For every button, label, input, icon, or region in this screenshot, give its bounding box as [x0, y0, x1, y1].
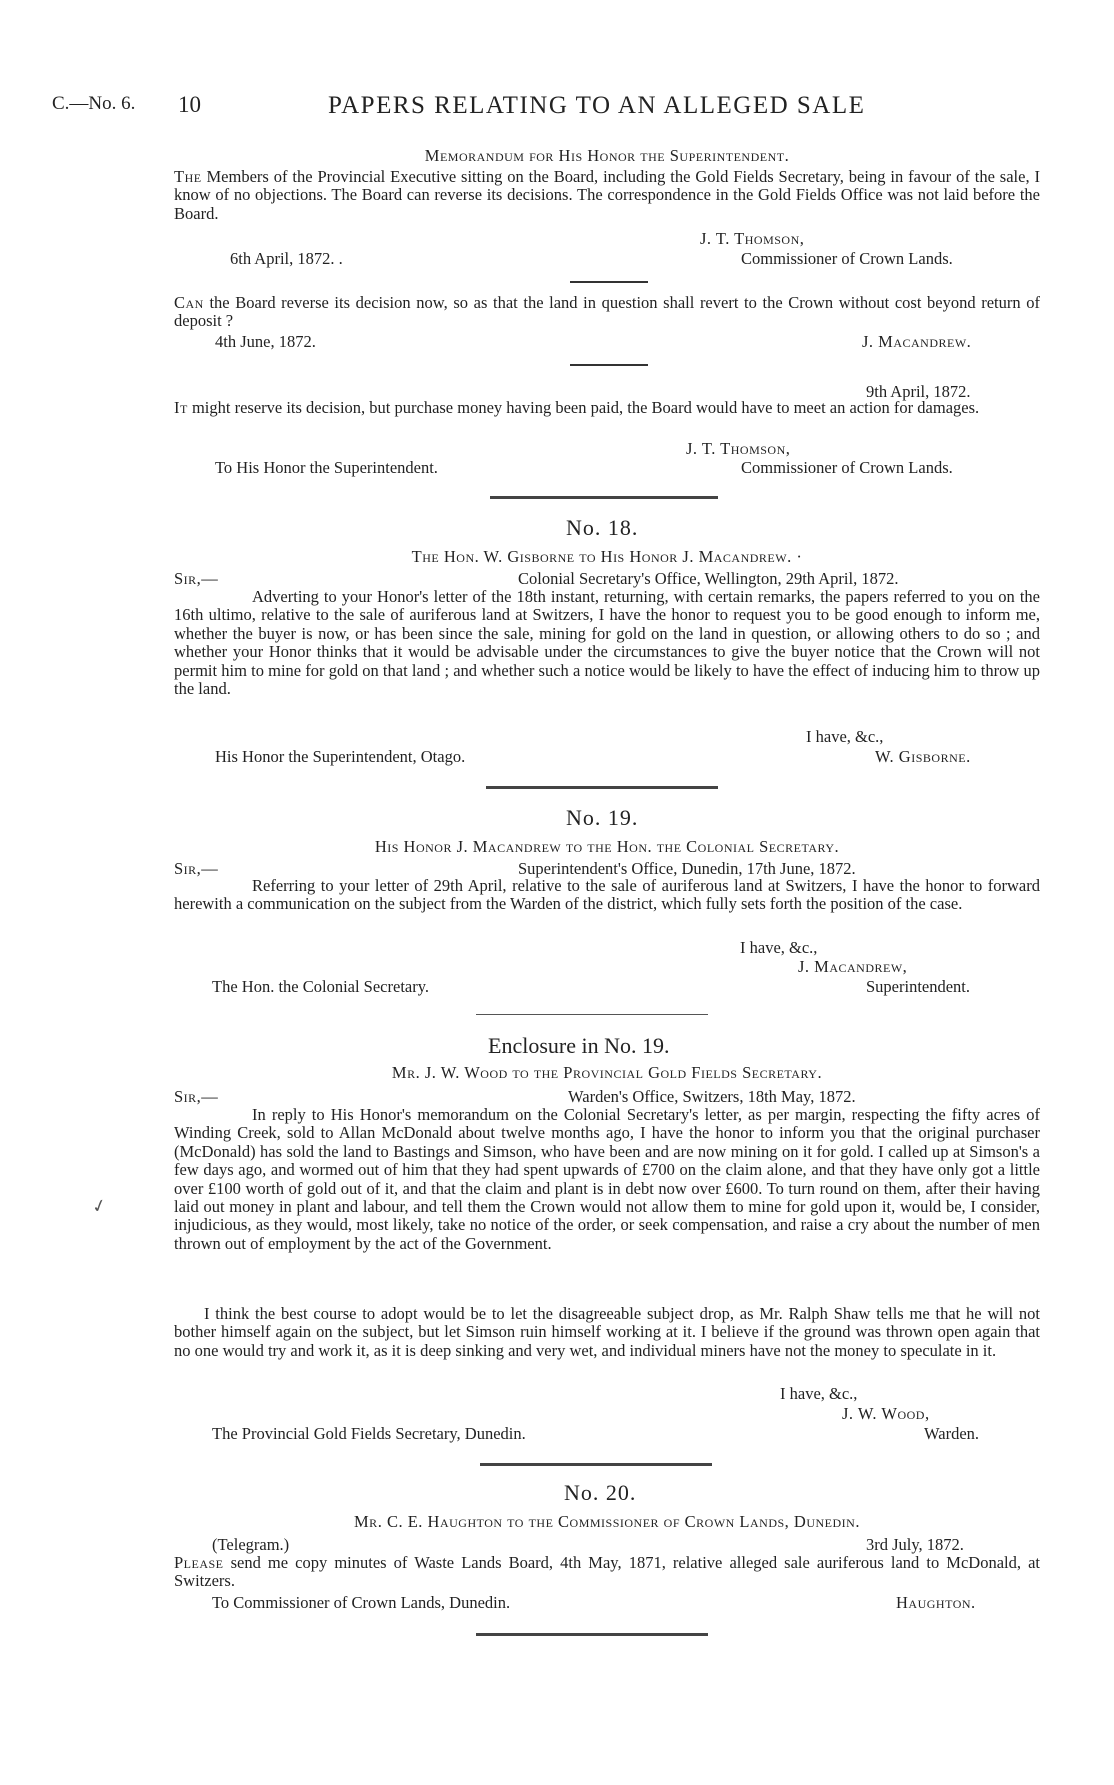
reply-addressee: To His Honor the Superintendent. [215, 458, 438, 477]
salutation: Sir,— [174, 1087, 219, 1106]
dateline: Superintendent's Office, Dunedin, 17th June, 1872. [518, 859, 856, 878]
section-number: No. 19. [566, 805, 639, 830]
document-reference: C.—No. 6. [52, 93, 136, 114]
reply-body: might reserve its decision, but purchase money having been paid, the Board would have to meet an action for damages. [187, 398, 980, 417]
closing: I have, &c., [780, 1384, 858, 1403]
closing: I have, &c., [806, 727, 884, 746]
addressee: His Honor the Superintendent, Otago. [215, 747, 466, 766]
memo-signer: J. T. Thomson, [700, 229, 805, 248]
telegram-lead: Please [174, 1553, 224, 1572]
memo-signer-title: Commissioner of Crown Lands. [741, 249, 953, 268]
letter-body: In reply to His Honor's memorandum on the Colonial Secretary's letter, as per margin, respecting the fifty acres of Winding Creek, sold to Allan McDonald about twelve months ago, I have the honor to inform you that the original purchaser (McDonald) has sold the land to Bastings and Simson, who have been and are now mining on it for gold. I called up at Simson's a few days ago, and wormed out of him that they had spent upwards of £700 on the claim alone, and that they have only got a little over £100 worth of gold out of it, and that the claim and plant is in debt now over £600. To turn round on them, after their having laid out money in plant and labour, and tell them the Crown would not allow them to mine for gold upon it, would be, I consider, injudicious, as they would, most likely, take no notice of the order, or seek compensation, and raise a cry about the number of men thrown out of employment by the act of the Government. [174, 1105, 1040, 1253]
section-rule [476, 1014, 708, 1015]
divider [570, 364, 648, 366]
addressee: To Commissioner of Crown Lands, Dunedin. [212, 1593, 511, 1612]
divider [570, 281, 648, 283]
reply-lead: It [174, 398, 188, 417]
signer: Haughton. [896, 1593, 976, 1612]
page-number: 10 [178, 92, 201, 117]
memo-date: 6th April, 1872. . [230, 249, 343, 268]
memo-paragraph [174, 168, 1040, 223]
dateline: Colonial Secretary's Office, Wellington, 29th April, 1872. [518, 569, 899, 588]
enclosure-heading: Enclosure in No. 19. [488, 1033, 670, 1058]
section-rule [476, 1633, 708, 1636]
section-rule [486, 786, 718, 789]
letter-subtitle: Mr. C. E. Haughton to the Commissioner of Crown Lands, Dunedin. [354, 1512, 860, 1531]
signer: J. Macandrew, [798, 957, 908, 976]
letter-body: Adverting to your Honor's letter of the 18th instant, returning, with certain remarks, the papers referred to you on the 16th ultimo, relative to the sale of auriferous land at Switzers, I have the honor to request you to be good enough to inform me, whether the buyer is now, or has been since the sale, mining for gold on the land in question, or allowing others to do so ; and whether your Honor thinks that it would be advisable under the circumstances to give the buyer notice that the Crown will not permit him to mine for gold on that land ; and whether such a notice would be likely to have the effect of inducing him to throw up the land. [174, 587, 1040, 699]
dateline: Warden's Office, Switzers, 18th May, 1872. [568, 1087, 856, 1106]
signer-title: Superintendent. [866, 977, 971, 996]
memo-heading: Memorandum for His Honor the Superintendent. [424, 146, 790, 165]
signer: W. Gisborne. [875, 747, 971, 766]
letter-subtitle: His Honor J. Macandrew to the Hon. the Colonial Secretary. [374, 837, 840, 856]
query-paragraph [174, 294, 1040, 331]
memo-body: Members of the Provincial Executive sitting on the Board, including the Gold Fields Secretary, being in favour of the sale, I know of no objections. The Board can reverse its decisions. The correspondence in the Gold Fields Office was not laid before the Board. [174, 167, 1040, 223]
salutation: Sir,— [174, 859, 219, 878]
query-body: the Board reverse its decision now, so as that the land in question shall revert to the Crown without cost beyond return of deposit ? [174, 293, 1040, 331]
letter-subtitle: Mr. J. W. Wood to the Provincial Gold Fields Secretary. [391, 1063, 823, 1082]
salutation: Sir,— [174, 569, 219, 588]
reply-paragraph [174, 399, 1040, 417]
telegram-label: (Telegram.) [212, 1535, 290, 1554]
letter-subtitle: The Hon. W. Gisborne to His Honor J. Macandrew. · [411, 547, 803, 566]
query-signer: J. Macandrew. [862, 332, 972, 351]
margin-checkmark: ✓ [89, 1194, 110, 1218]
telegram-text: send me copy minutes of Waste Lands Board, 4th May, 1871, relative alleged sale auriferous land to McDonald, at Switzers. [174, 1553, 1040, 1591]
page-title: PAPERS RELATING TO AN ALLEGED SALE [328, 92, 866, 119]
addressee: The Provincial Gold Fields Secretary, Dunedin. [212, 1424, 526, 1443]
reply-date: 9th April, 1872. [866, 382, 971, 401]
reply-signer-title: Commissioner of Crown Lands. [741, 458, 953, 477]
telegram-date: 3rd July, 1872. [866, 1535, 964, 1554]
closing: I have, &c., [740, 938, 818, 957]
telegram-body [174, 1554, 1040, 1591]
reply-signer: J. T. Thomson, [686, 439, 791, 458]
query-lead: Can [174, 293, 204, 312]
section-rule [480, 1463, 712, 1466]
section-rule [490, 496, 718, 499]
addressee: The Hon. the Colonial Secretary. [212, 977, 430, 996]
query-date: 4th June, 1872. [215, 332, 316, 351]
letter-body: I think the best course to adopt would be to let the disagreeable subject drop, as Mr. Ralph Shaw tells me that he will not bother himself again on the subject, but let Simson ruin himself working at it. I believe if the ground was thrown open again that no one would try and work it, as it is deep sinking and very wet, and individual miners have not the money to speculate in it. [174, 1304, 1040, 1360]
memo-lead: The [174, 167, 202, 186]
signer: J. W. Wood, [842, 1404, 930, 1423]
signer-title: Warden. [924, 1424, 980, 1443]
section-number: No. 20. [564, 1480, 637, 1505]
letter-body: Referring to your letter of 29th April, relative to the sale of auriferous land at Switzers, I have the honor to forward herewith a communication on the subject from the Warden of the district, which fully sets forth the position of the case. [174, 876, 1040, 914]
section-number: No. 18. [566, 515, 639, 540]
